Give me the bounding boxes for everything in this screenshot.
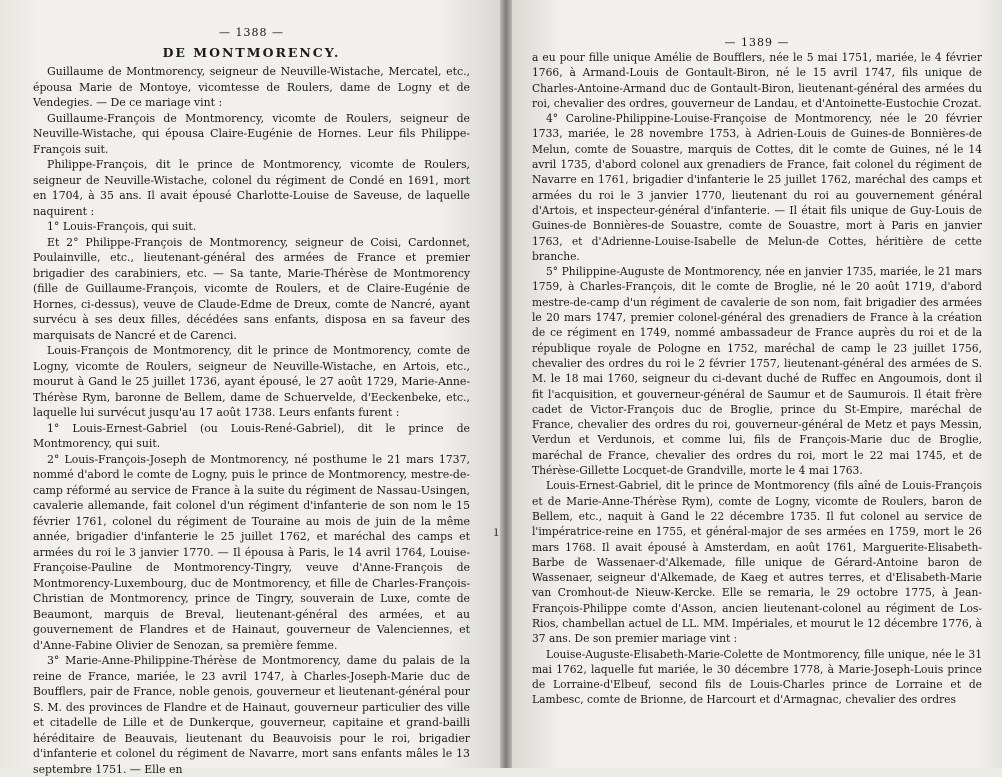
book-gutter (500, 0, 512, 768)
family-title: DE MONTMORENCY. (162, 45, 341, 60)
paragraph: Philippe-François, dit le prince de Montmorency, vicomte de Roulers, seigneur de Neuville-Wistache, colonel du régiment de Condé en 1691, mort en 1704, à 35 ans. Il avait épousé Charlotte-Louise de Saveuse, de laquelle naquirent : (33, 158, 470, 218)
page-number: — 1388 — (219, 26, 284, 39)
paragraph: a eu pour fille unique Amélie de Boufflers, née le 5 mai 1751, mariée, le 4 février 1766, à Armand-Louis de Gontault-Biron, né le 15 avril 1747, fils unique de Charles-Antoine-Armand duc de Gontault-Biron, lieutenant-général des armées du roi, chevalier des ordres, gouverneur de Landau, et d'Antoinette-Eustochie Crozat. (532, 51, 982, 110)
paragraph: 2° Louis-François-Joseph de Montmorency, né posthume le 21 mars 1737, nommé d'abord le comte de Logny, puis le prince de Montmorency, mestre-de-camp réformé au service de France à la suite du régiment de Nassau-Usingen, cavalerie allemande, fait colonel d'un régiment d'infanterie de son nom le 15 février 1761, colonel du régiment de Touraine au mois de juin de la même année, brigadier d'infanterie le 25 juillet 1762, et maréchal des camps et armées du roi le 3 janvier 1770. — Il épousa à Paris, le 14 avril 1764, Louise-Françoise-Pauline de Montmorency-Tingry, veuve d'Anne-François de Montmorency-Luxembourg, duc de Montmorency, et fille de Charles-François-Christian de Montmorency, prince de Tingry, souverain de Luxe, comte de Beaumont, marquis de Breval, lieutenant-général des armées, et au gouvernement de Flandres et de Hainaut, gouverneur de Valenciennes, et d'Anne-Fabine Olivier de Senozan, sa première femme. (33, 452, 470, 652)
paragraph: Guillaume-François de Montmorency, vicomte de Roulers, seigneur de Neuville-Wistache, qui épousa Claire-Eugénie de Hornes. Leur fils Philippe-François suit. (33, 111, 470, 156)
paragraph: Guillaume de Montmorency, seigneur de Neuville-Wistache, Mercatel, etc., épousa Marie de Montoye, vicomtesse de Roulers, dame de Logny et de Vendegies. — De ce mariage vint : (33, 65, 470, 109)
left-page (0, 0, 500, 776)
paragraph: Et 2° Philippe-François de Montmorency, seigneur de Coisi, Cardonnet, Poulainville, etc., lieutenant-général des armées de France et premier brigadier des carabiniers, etc. — Sa tante, Marie-Thérèse de Montmorency (fille de Guillaume-François, vicomte de Roulers, et de Claire-Eugénie de Hornes, ci-dessus), veuve de Claude-Edme de Dreux, comte de Nancré, ayant survécu à ses deux filles, décédées sans enfants, disposa en sa faveur des marquisats de Nancré et de Carenci. (33, 235, 470, 342)
page-number: — 1389 — (724, 36, 790, 49)
paragraph: Louise-Auguste-Elisabeth-Marie-Colette de Montmorency, fille unique, née le 31 mai 1762, laquelle fut mariée, le 30 décembre 1778, à Marie-Joseph-Louis prince de Lorraine-d'Elbeuf, second fils de Louis-Charles prince de Lorraine et de Lambesc, comte de Brionne, de Harcourt et d'Armagnac, chevalier des ordres (532, 647, 982, 707)
paragraph: 5° Philippine-Auguste de Montmorency, née en janvier 1735, mariée, le 21 mars 1759, à Charles-François, dit le comte de Broglie, né le 20 août 1719, d'abord mestre-de-camp d'un régiment de cavalerie de son nom, fait brigadier des armées le 20 mars 1747, premier colonel-général des grenadiers de France à la création de ce régiment en 1749, nommé ambassadeur de France auprès du roi et de la république royale de Pologne en 1752, maréchal de camp le 23 juillet 1756, chevalier des ordres du roi le 2 février 1757, lieutenant-général des armées de S. M. le 18 mai 1760, seigneur du ci-devant duché de Ruffec en Angoumois, dont il fit l'acquisition, et gouverneur-général de Saumur et de Saumurois. Il était frère cadet de Victor-François duc de Broglie, prince du St-Empire, maréchal de France, chevalier des ordres du roi, gouverneur-général de Metz et pays Messin, Verdun et Verdunois, et comme lui, fils de François-Marie duc de Broglie, maréchal de France, chevalier des ordres du roi, mort le 22 mai 1745, et de Thérèse-Gillette Locquet-de Grandville, morte le 4 mai 1763. (532, 265, 982, 478)
paragraph: Louis-Ernest-Gabriel, dit le prince de Montmorency (fils aîné de Louis-François et de Marie-Anne-Thérèse Rym), comte de Logny, vicomte de Roulers, baron de Bellem, etc., naquit à Gand le 22 décembre 1735. Il fut colonel au service de l'impératrice-reine en 1755, et général-major de ses armées en 1759, mort le 26 mars 1768. Il avait épousé à Amsterdam, en août 1761, Marguerite-Elisabeth-Barbe de Wassenaer-d'Alkemade, fille unique de Gérard-Antoine baron de Wassenaer, seigneur d'Alkemade, de Kaeg et autres terres, et d'Elisabeth-Marie van Cromhout-de Nieuw-Kercke. Elle se remaria, le 29 octobre 1775, à Jean-François-Philippe comte d'Asson, ancien lieutenant-colonel au régiment de Los-Rios, chambellan actuel de LL. MM. Impériales, et mourut le 12 décembre 1776, à 37 ans. De son premier mariage vint : (532, 479, 982, 646)
paragraph: 1° Louis-Ernest-Gabriel (ou Louis-René-Gabriel), dit le prince de Montmorency, qui suit. (33, 421, 470, 450)
paragraph: Louis-François de Montmorency, dit le prince de Montmorency, comte de Logny, vicomte de Roulers, seigneur de Neuville-Wistache, en Artois, etc., mourut à Gand le 25 juillet 1736, ayant épousé, le 27 août 1729, Marie-Anne-Thérèse Rym, baronne de Bellem, dame de Schuervelde, d'Eeckenbeke, etc., laquelle lui survécut jusqu'au 17 août 1738. Leurs enfants furent : (33, 344, 470, 419)
paragraph: 1° Louis-François, qui suit. (47, 220, 197, 233)
paragraph: 4° Caroline-Philippine-Louise-Françoise de Montmorency, née le 20 février 1733, mariée, le 28 novembre 1753, à Adrien-Louis de Guines-de Bonnières-de Melun, comte de Souastre, marquis de Cottes, dit le comte de Guines, né le 14 avril 1735, d'abord colonel aux grenadiers de France, fait colonel du régiment de Navarre en 1761, brigadier d'infanterie le 25 juillet 1762, maréchal des camps et armées du roi le 3 janvier 1770, lieutenant du roi au gouvernement général d'Artois, et inspecteur-général d'infanterie. — Il était fils unique de Guy-Louis de Guines-de Bonnières-de Souastre, comte de Souastre, mort à Paris en janvier 1763, et d'Adrienne-Louise-Isabelle de Melun-de Cottes, héritière de cette branche. (532, 112, 982, 263)
right-page (512, 0, 1002, 768)
gutter-mark: ı (494, 524, 499, 540)
paragraph: 3° Marie-Anne-Philippine-Thérèse de Montmorency, dame du palais de la reine de France, mariée, le 23 avril 1747, à Charles-Joseph-Marie duc de Boufflers, pair de France, noble genois, gouverneur et lieutenant-général pour S. M. des provinces de Flandre et de Hainaut, gouverneur particulier des ville et citadelle de Lille et de Dunkerque, gouverneur, capitaine et grand-bailli héréditaire de Beauvais, lieutenant du Beauvoisis pour le roi, brigadier d'infanterie et colonel du régiment de Navarre, mort sans enfants mâles le 13 septembre 1751. — Elle en (33, 654, 470, 776)
